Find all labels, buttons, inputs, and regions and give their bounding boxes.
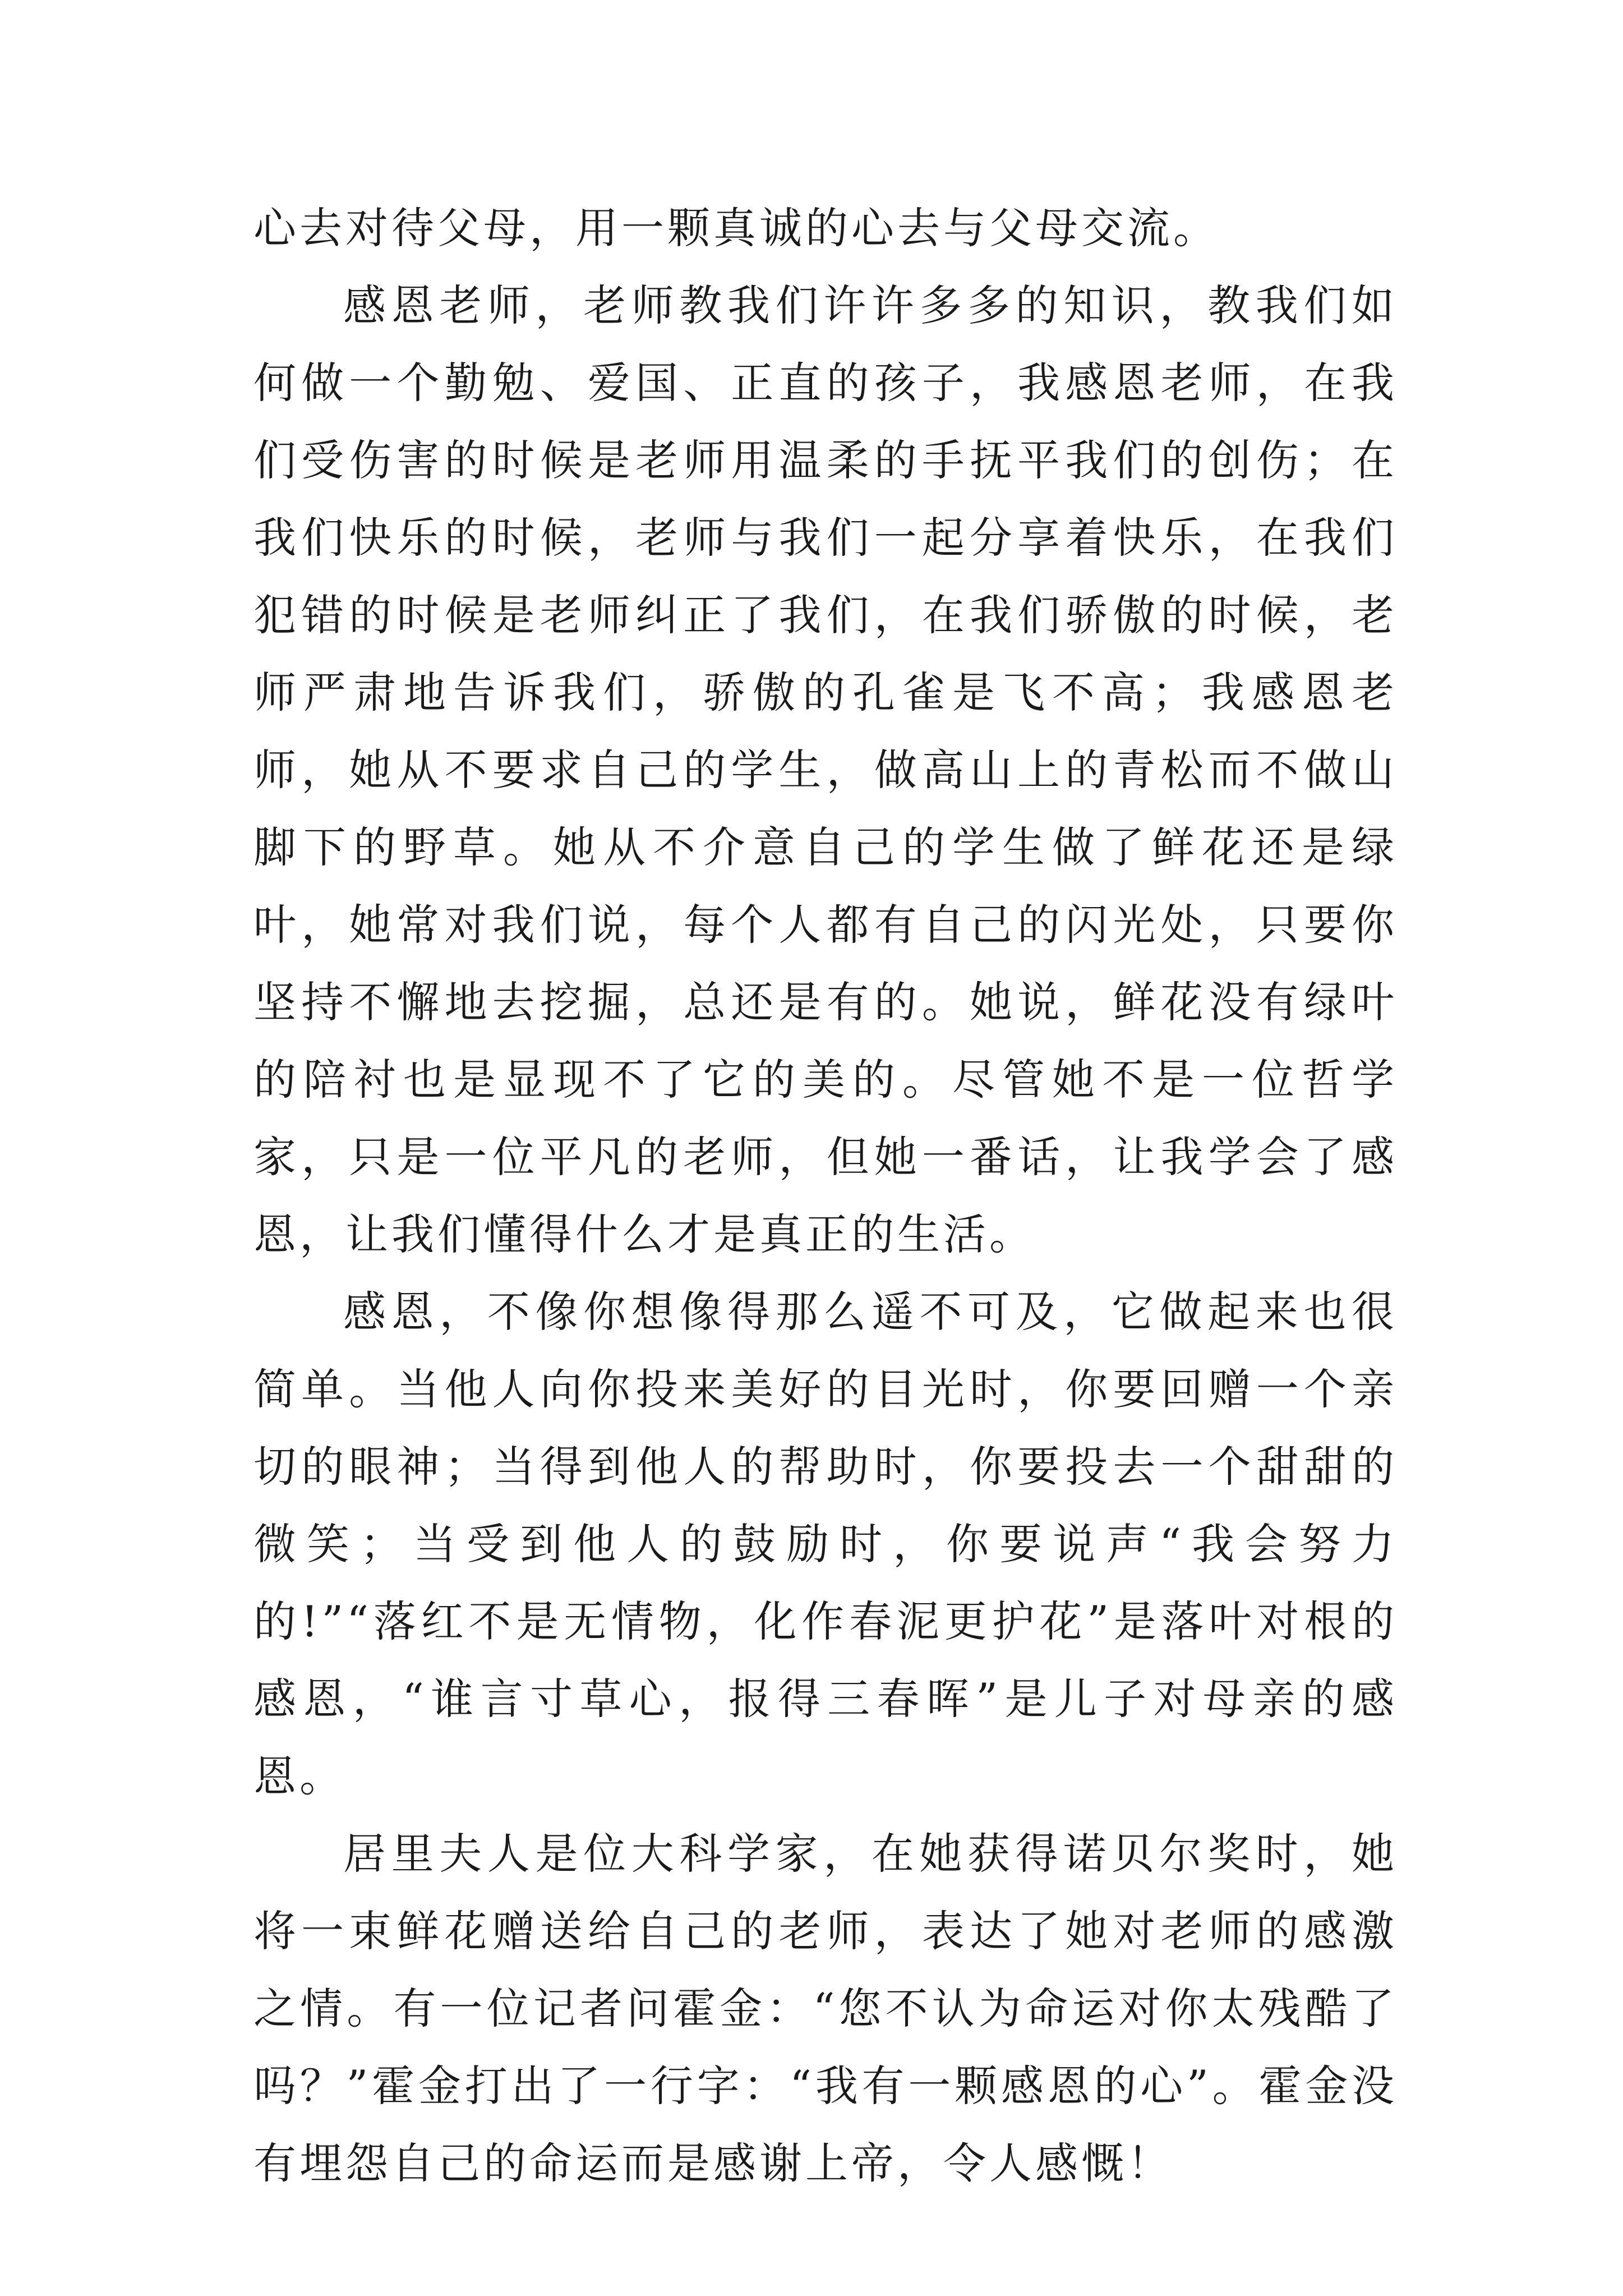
paragraph-continuation: 心去对待父母，用一颗真诚的心去与父母交流。: [253, 203, 1219, 253]
paragraph-gratitude-simple: 感恩，不像你想像得那么遥不可及，它做起来也很简单。当他人向你投来美好的目光时，你要回赠一个亲切的眼神；当得到他人的帮助时，你要投去一个甜甜的微笑；当受到他人的鼓励时，你要说声“我会努力的!”“落红不是无情物，化作春泥更护花”是落叶对根的感恩，“谁言寸草心，报得三春晖”是儿子对母亲的感恩。: [253, 1287, 1398, 1801]
paragraph-thank-teacher: 感恩老师，老师教我们许许多多的知识，教我们如何做一个勤勉、爱国、正直的孩子，我感恩老师，在我们受伤害的时候是老师用温柔的手抚平我们的创伤；在我们快乐的时候，老师与我们一起分享着快乐，在我们犯错的时候是老师纠正了我们，在我们骄傲的时候，老师严肃地告诉我们，骄傲的孔雀是飞不高；我感恩老师，她从不要求自己的学生，做高山上的青松而不做山脚下的野草。她从不介意自己的学生做了鲜花还是绿叶，她常对我们说，每个人都有自己的闪光处，只要你坚持不懈地去挖掘，总还是有的。她说，鲜花没有绿叶的陪衬也是显现不了它的美的。尽管她不是一位哲学家，只是一位平凡的老师，但她一番话，让我学会了感恩，让我们懂得什么才是真正的生活。: [253, 280, 1398, 1259]
paragraph-curie-hawking: 居里夫人是位大科学家，在她获得诺贝尔奖时，她将一束鲜花赠送给自己的老师，表达了她对老师的感激之情。有一位记者问霍金：“您不认为命运对你太残酷了吗？”霍金打出了一行字：“我有一颗感恩的心”。霍金没有埋怨自己的命运而是感谢上帝，令人感慨！: [253, 1829, 1398, 2188]
body-text: [253, 190, 1398, 2202]
